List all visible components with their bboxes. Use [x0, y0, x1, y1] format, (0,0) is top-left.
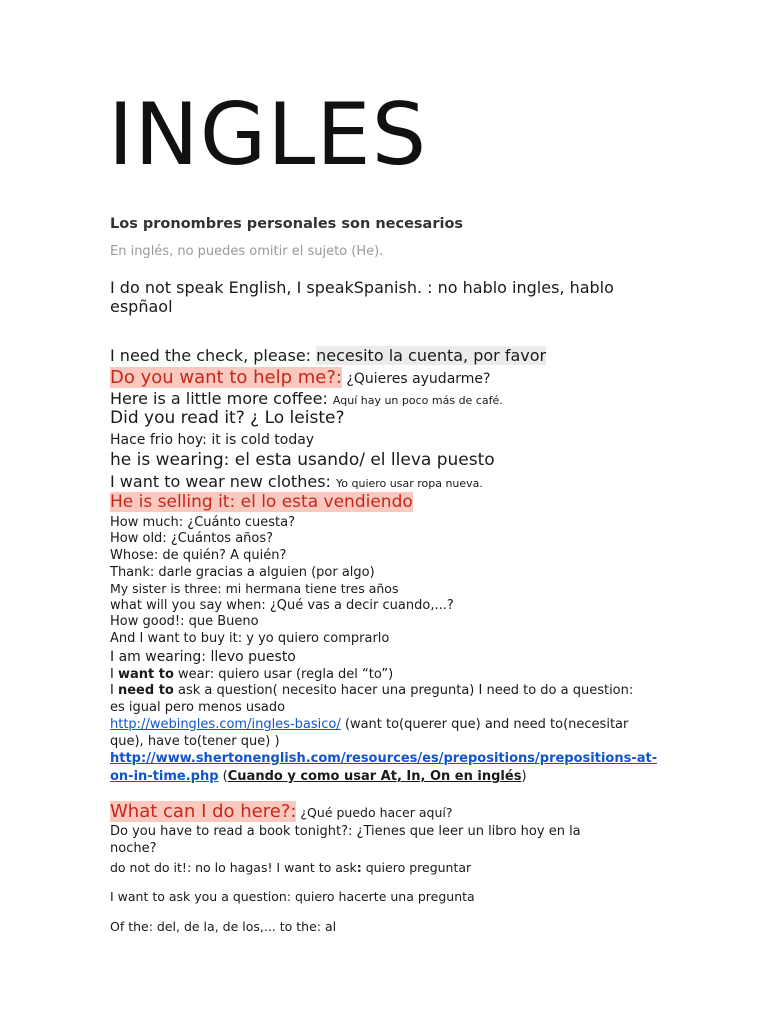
sentence-en: Here is a little more coffee: [110, 389, 333, 408]
sentence-line: Whose: de quién? A quién? [110, 548, 287, 563]
sentence-line: Of the: del, de la, de los,... to the: al [110, 919, 337, 934]
sentence-line [110, 494, 413, 511]
sentence-line: Thank: darle gracias a alguien (por algo) [110, 565, 375, 580]
sentence-es: Yo quiero usar ropa nueva. [336, 477, 483, 490]
page-title: INGLES [108, 85, 428, 185]
sentence-text: I [110, 683, 118, 698]
sentence-es: ¿Qué puedo hacer aquí? [296, 805, 453, 820]
sentence-line [110, 474, 483, 490]
sentence-text: do not do it!: no lo hagas! I want to ask [110, 860, 357, 875]
sentence-text: ) [521, 769, 527, 784]
sentence-en: I want to wear new clothes: [110, 472, 336, 491]
sentence-line [110, 752, 657, 765]
sentence-text: wear: quiero usar (regla del “to”) [173, 667, 394, 682]
sentence-line: I am wearing: llevo puesto [110, 649, 296, 665]
sentence-line: My sister is three: mi hermana tiene tres años [110, 581, 399, 596]
sentence-line: es igual pero menos usado [110, 700, 286, 715]
sentence-text: I [110, 667, 118, 682]
sentence-line: How old: ¿Cuántos años? [110, 531, 274, 546]
sentence-line [110, 369, 490, 387]
sentence-line: I want to ask you a question: quiero hacerte una pregunta [110, 889, 475, 904]
sentence-line [110, 684, 633, 697]
shertonenglish-link[interactable]: http://www.shertonenglish.com/resources/es/prepositions/prepositions-at- [110, 751, 658, 766]
webingles-link[interactable]: http://webingles.com/ingles-basico/ [110, 717, 341, 732]
sentence-line: noche? [110, 841, 157, 856]
sentence-es: ¿Quieres ayudarme? [341, 371, 491, 387]
sentence-text: ( [218, 769, 228, 784]
sentence-line [110, 862, 471, 875]
sentence-line: Did you read it? ¿ Lo leiste? [110, 408, 345, 428]
sentence-text: ask a question( necesito hacer una pregunta) I need to do a question: [173, 683, 634, 698]
shertonenglish-link-cont[interactable]: on-in-time.php [110, 769, 219, 784]
highlighted-phrase: What can I do here?: [110, 801, 297, 822]
sentence-line [110, 770, 527, 783]
sentence-line: How good!: que Bueno [110, 614, 259, 629]
bold-term: need to [117, 683, 174, 698]
sentence-line [110, 803, 452, 821]
highlighted-phrase: Do you want to help me?: [110, 367, 342, 388]
sentence-line: what will you say when: ¿Qué vas a decir cuando,...? [110, 598, 454, 613]
note-text: En inglés, no puedes omitir el sujeto (He). [110, 244, 384, 259]
section-subtitle: Los pronombres personales son necesarios [110, 216, 464, 232]
sentence-line: espñaol [110, 297, 173, 316]
sentence-line: And I want to buy it: y yo quiero comprarlo [110, 631, 390, 646]
sentence-line: he is wearing: el esta usando/ el lleva puesto [110, 450, 495, 470]
sentence-line: que), have to(tener que) ) [110, 734, 280, 749]
sentence-line [110, 668, 393, 681]
sentence-line: I do not speak English, I speakSpanish. : no hablo ingles, hablo [110, 278, 614, 297]
sentence-line [110, 718, 628, 731]
sentence-line [110, 348, 546, 364]
sentence-text: quiero preguntar [361, 860, 472, 875]
bold-term: want to [117, 667, 174, 682]
sentence-line: Do you have to read a book tonight?: ¿Tienes que leer un libro hoy en la [110, 824, 581, 839]
highlighted-translation: necesito la cuenta, por favor [316, 346, 547, 365]
highlighted-phrase: He is selling it: el lo esta vendiendo [110, 492, 413, 512]
sentence-es: Aquí hay un poco más de café. [332, 394, 503, 407]
bold-underlined-text: Cuando y como usar At, In, On en inglés [227, 769, 522, 784]
sentence-line: Hace frio hoy: it is cold today [110, 432, 315, 448]
sentence-en: I need the check, please: [110, 346, 317, 365]
bold-colon: : [356, 860, 362, 875]
sentence-text: (want to(querer que) and need to(necesitar [340, 717, 629, 732]
sentence-line [110, 391, 503, 407]
sentence-line: How much: ¿Cuánto cuesta? [110, 515, 296, 530]
